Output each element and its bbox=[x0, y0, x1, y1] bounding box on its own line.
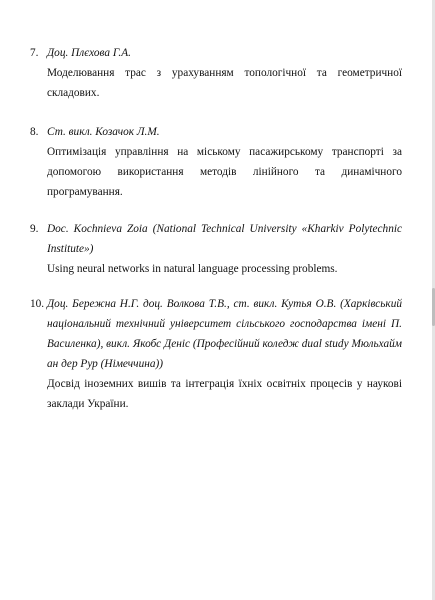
item-number: 10. bbox=[30, 298, 45, 310]
item-number: 7. bbox=[30, 47, 39, 59]
item-title: Досвід іноземних вишів та інтеграція їхніх освітніх процесів у наукові заклади України. bbox=[47, 378, 402, 410]
list-item bbox=[30, 219, 402, 279]
item-authors: Доц. Плєхова Г.А. bbox=[47, 47, 131, 59]
item-authors: Доц. Бережна Н.Г. доц. Волкова Т.В., ст. викл. Кутья О.В. (Харківський національний технічний університет сільського господарства імені П. Василенка), викл. Якобс Деніс (Професійний коледж dual study Мюльхайм ан дер Рур (Німеччина)) bbox=[47, 298, 402, 370]
list-item bbox=[30, 43, 402, 103]
list-item bbox=[30, 294, 402, 414]
item-number: 9. bbox=[30, 223, 39, 235]
item-title: Оптимізація управління на міському пасажирському транспорті за допомогою використання методів лінійного та динамічного програмування. bbox=[47, 146, 402, 198]
item-title: Моделювання трас з урахуванням топологічної та геометричної складових. bbox=[47, 67, 402, 99]
item-number: 8. bbox=[30, 126, 39, 138]
item-title: Using neural networks in natural language processing problems. bbox=[47, 263, 338, 275]
item-authors: Ст. викл. Козачок Л.М. bbox=[47, 126, 160, 138]
list-item bbox=[30, 122, 402, 202]
item-authors: Doc. Kochnieva Zoia (National Technical University «Kharkiv Polytechnic Institute») bbox=[47, 223, 402, 255]
